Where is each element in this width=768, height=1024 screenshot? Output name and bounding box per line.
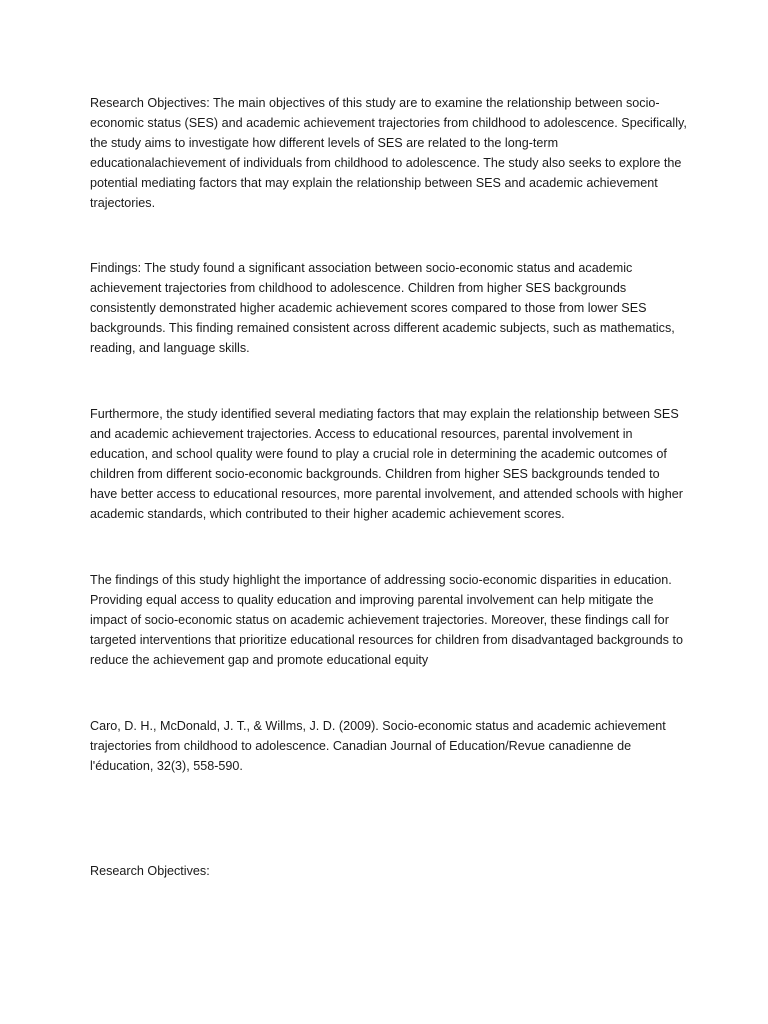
paragraph-mediating-factors: Furthermore, the study identified several mediating factors that may explain the relationship between SES and academic achievement trajectories. Access to educational resources, parental involvement in education, and school quality were found to play a crucial role in determining the academic outcomes of children from different socio-economic backgrounds. Children from higher SES backgrounds tended to have better access to educational resources, more parental involvement, and attended schools with higher academic standards, which contributed to their higher academic achievement scores. <box>90 407 683 521</box>
paragraph-research-objectives-heading: Research Objectives: <box>90 864 210 878</box>
paragraph-citation: Caro, D. H., McDonald, J. T., & Willms, J. D. (2009). Socio-economic status and academic achievement trajectories from childhood to adolescence. Canadian Journal of Education/Revue canadienne de l'éducation, 32(3), 558-590. <box>90 719 666 773</box>
paragraph-findings: Findings: The study found a significant association between socio-economic status and academic achievement trajectories from childhood to adolescence. Children from higher SES backgrounds consistently demonstrated higher academic achievement scores compared to those from lower SES backgrounds. This finding remained consistent across different academic subjects, such as mathematics, reading, and language skills. <box>90 261 675 355</box>
paragraph-research-objectives: Research Objectives: The main objectives of this study are to examine the relationship between socio-economic status (SES) and academic achievement trajectories from childhood to adolescence. Specifically, the study aims to investigate how different levels of SES are related to the long-term educationalachievement of individuals from childhood to adolescence. The study also seeks to explore the potential mediating factors that may explain the relationship between SES and academic achievement trajectories. <box>90 96 687 210</box>
paragraph-implications: The findings of this study highlight the importance of addressing socio-economic disparities in education. Providing equal access to quality education and improving parental involvement can help mitigate the impact of socio-economic status on academic achievement trajectories. Moreover, these findings call for targeted interventions that prioritize educational resources for children from disadvantaged backgrounds to reduce the achievement gap and promote educational equity <box>90 573 683 667</box>
